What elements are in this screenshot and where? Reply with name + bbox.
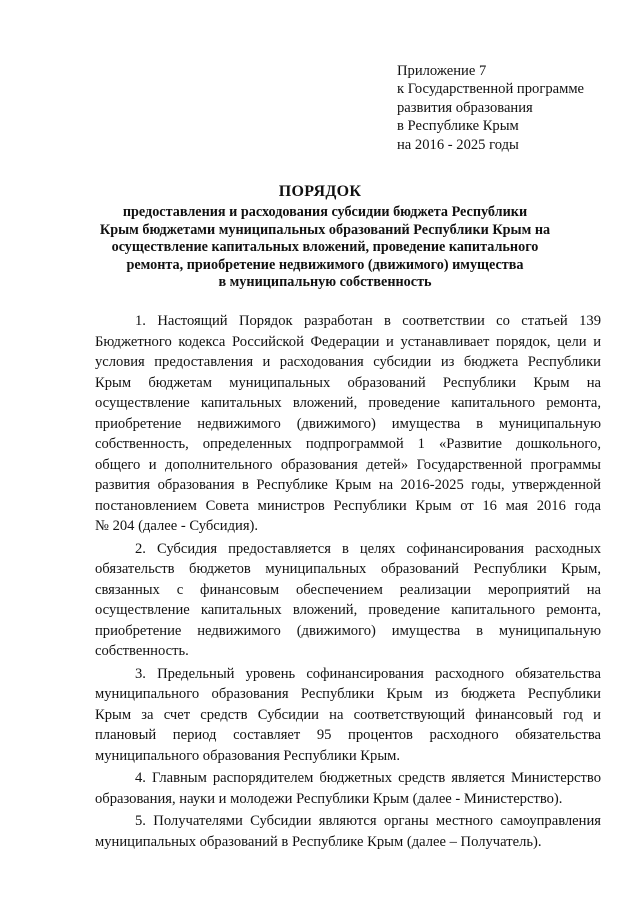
document-title: ПОРЯДОК xyxy=(278,183,362,200)
paragraph-line: 2. Субсидия предоставляется в целях софинансирования расходных xyxy=(135,540,601,557)
paragraph-2 xyxy=(95,539,601,662)
appendix-line: к Государственной программе xyxy=(397,81,585,98)
paragraph-line: развития образования в Республике Крым на 2016-2025 годы, утвержденной xyxy=(95,477,601,493)
paragraph-line: 3. Предельный уровень софинансирования расходного обязательства xyxy=(135,665,601,682)
appendix-line: Приложение 7 xyxy=(397,63,487,79)
paragraph-line: 5. Получателями Субсидии являются органы местного самоуправления xyxy=(135,813,601,829)
paragraph-line: Крым за счет средств Субсидии на соответствующий финансовый год и xyxy=(95,706,601,723)
paragraph-line: 1. Настоящий Порядок разработан в соответствии со статьей 139 xyxy=(135,313,601,329)
paragraph-line: обязательств бюджетов муниципальных образований Республики Крым, xyxy=(95,561,601,577)
subtitle-line: ремонта, приобретение недвижимого (движимого) имущества xyxy=(126,256,524,273)
paragraph-line: приобретение недвижимого (движимого) имущества в муниципальную xyxy=(95,622,601,639)
paragraph-line: собственность, определенных подпрограммой 1 «Развитие дошкольного, xyxy=(95,436,601,452)
paragraph-line: Крым бюджетам муниципальных образований Республики Крым на xyxy=(95,374,601,391)
paragraph-line: № 204 (далее - Субсидия). xyxy=(95,518,259,534)
appendix-line: на 2016 - 2025 годы xyxy=(397,136,519,153)
paragraph-line: муниципального образования Республики Крым. xyxy=(95,747,401,764)
document-subtitle xyxy=(80,204,570,292)
paragraph-line: собственность. xyxy=(95,643,189,659)
paragraph-line: условия предоставления и расходования субсидии из бюджета Республики xyxy=(95,354,601,370)
paragraph-line: образования, науки и молодежи Республики Крым (далее - Министерство). xyxy=(95,790,563,807)
paragraph-4 xyxy=(95,768,601,809)
appendix-line: в Республике Крым xyxy=(397,118,519,135)
subtitle-line: в муниципальную собственность xyxy=(218,274,432,291)
paragraph-line: осуществление капитальных вложений, проведение капитального ремонта, xyxy=(95,602,601,618)
paragraph-1 xyxy=(95,311,601,537)
paragraph-line: муниципальных образований в Республике Крым (далее – Получатель). xyxy=(95,833,542,850)
paragraph-5 xyxy=(95,811,601,852)
paragraph-line: 4. Главным распорядителем бюджетных средств является Министерство xyxy=(135,770,601,786)
subtitle-line: предоставления и расходования субсидии бюджета Республики xyxy=(122,204,528,220)
subtitle-line: Крым бюджетами муниципальных образований Республики Крым на xyxy=(99,221,551,238)
paragraph-line: осуществление капитальных вложений, проведение капитального ремонта, xyxy=(95,395,601,411)
paragraph-line: приобретение недвижимого (движимого) имущества в муниципальную xyxy=(95,415,601,432)
appendix-note xyxy=(397,62,627,154)
paragraph-line: муниципального образования Республики Крым из бюджета Республики xyxy=(95,686,601,702)
paragraph-line: связанных с финансовым обеспечением реализации мероприятий на xyxy=(95,581,601,598)
paragraph-line: Бюджетного кодекса Российской Федерации и устанавливает порядок, цели и xyxy=(95,333,601,350)
document-body xyxy=(95,311,601,854)
paragraph-line: общего и дополнительного образования детей» Государственной программы xyxy=(95,456,601,473)
subtitle-line: осуществление капитальных вложений, проведение капитального xyxy=(111,239,539,256)
paragraph-3 xyxy=(95,664,601,767)
paragraph-line: плановый период составляет 95 процентов расходного обязательства xyxy=(95,727,601,743)
appendix-line: развития образования xyxy=(397,99,533,116)
paragraph-line: постановлением Совета министров Республики Крым от 16 мая 2016 года xyxy=(95,497,601,514)
